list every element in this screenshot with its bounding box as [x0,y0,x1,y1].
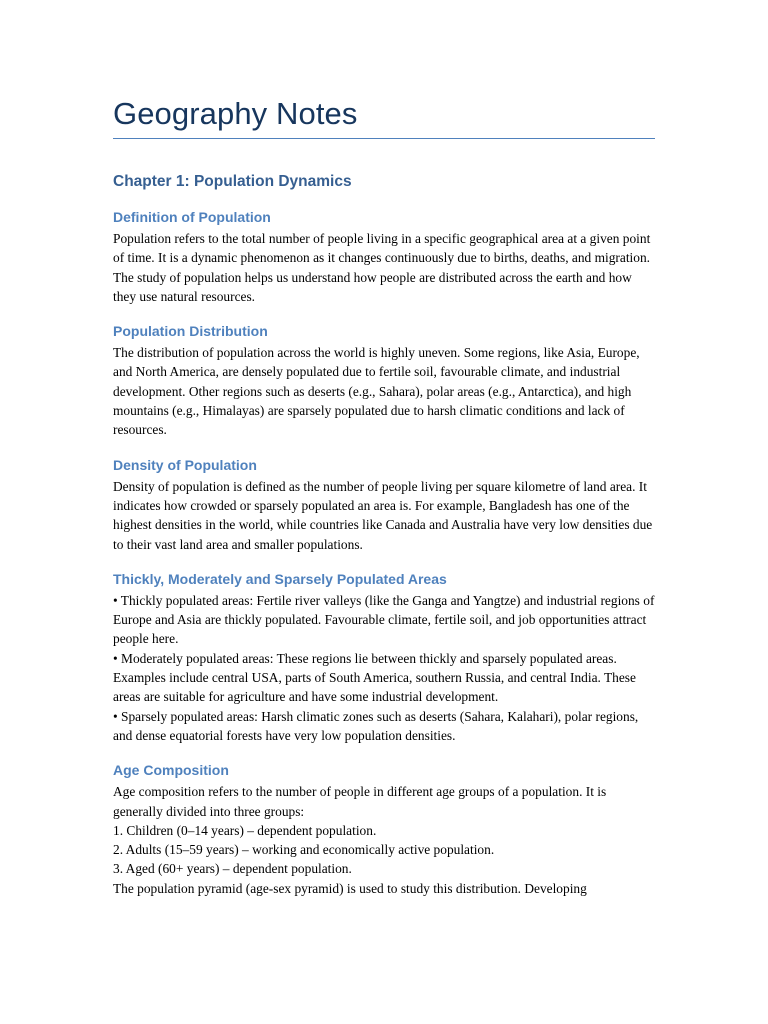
list-item: 1. Children (0–14 years) – dependent population. [113,822,377,838]
title-underline-rule [113,138,655,139]
section-population-distribution [113,322,655,439]
list-item: 3. Aged (60+ years) – dependent population. [113,861,352,877]
section-heading: Definition of Population [113,209,271,225]
bullet-item: • Thickly populated areas: Fertile river valleys (like the Ganga and Yangtze) and industrial regions of Europe and Asia are thickly populated. Favourable climate, fertile soil, and job opportunities attract people here. [113,592,655,647]
document-page [113,92,655,898]
bullet-item: • Moderately populated areas: These regions lie between thickly and sparsely populated areas. Examples include central USA, parts of South America, southern Russia, and central India. These areas are suitable for agriculture and have some industrial development. [113,650,636,705]
paragraph: Density of population is defined as the number of people living per square kilometre of land area. It indicates how crowded or sparsely populated an area is. For example, Bangladesh has one of the highest densities in the world, while countries like Canada and Australia have very low densities due to their vast land area and smaller populations. [113,478,653,552]
document-title: Geography Notes [113,96,358,131]
paragraph: The population pyramid (age-sex pyramid) is used to study this distribution. Developing [113,880,587,896]
section-heading: Age Composition [113,762,229,779]
section-populated-areas [113,570,655,745]
section-heading: Population Distribution [113,323,268,340]
section-definition-of-population [113,208,655,306]
paragraph: Age composition refers to the number of people in different age groups of a population. It is generally divided into three groups: [113,784,607,819]
section-heading: Thickly, Moderately and Sparsely Populated Areas [113,570,447,587]
section-density-of-population [113,456,655,554]
section-heading: Density of Population [113,456,257,473]
section-body [113,591,655,745]
section-body [113,343,655,439]
paragraph: The distribution of population across the world is highly uneven. Some regions, like Asia, Europe, and North America, are densely populated due to fertile soil, favourable climate, and industrial development. Other regions such as deserts (e.g., Sahara), polar areas (e.g., Antarctica), and high mountains (e.g., Himalayas) are sparsely populated due to harsh climatic conditions and lack of resources. [113,345,640,438]
section-body [113,782,655,898]
bullet-item: • Sparsely populated areas: Harsh climatic zones such as deserts (Sahara, Kalahari), polar regions, and dense equatorial forests have very low population densities. [113,708,639,743]
section-body [113,229,655,306]
chapter-heading: Chapter 1: Population Dynamics [113,173,352,190]
paragraph: Population refers to the total number of people living in a specific geographical area at a given point of time. It is a dynamic phenomenon as it changes continuously due to births, deaths, and migration. The study of population helps us understand how people are distributed across the earth and how they use natural resources. [113,231,651,304]
section-age-composition [113,761,655,898]
list-item: 2. Adults (15–59 years) – working and economically active population. [113,842,495,858]
section-body [113,477,655,554]
